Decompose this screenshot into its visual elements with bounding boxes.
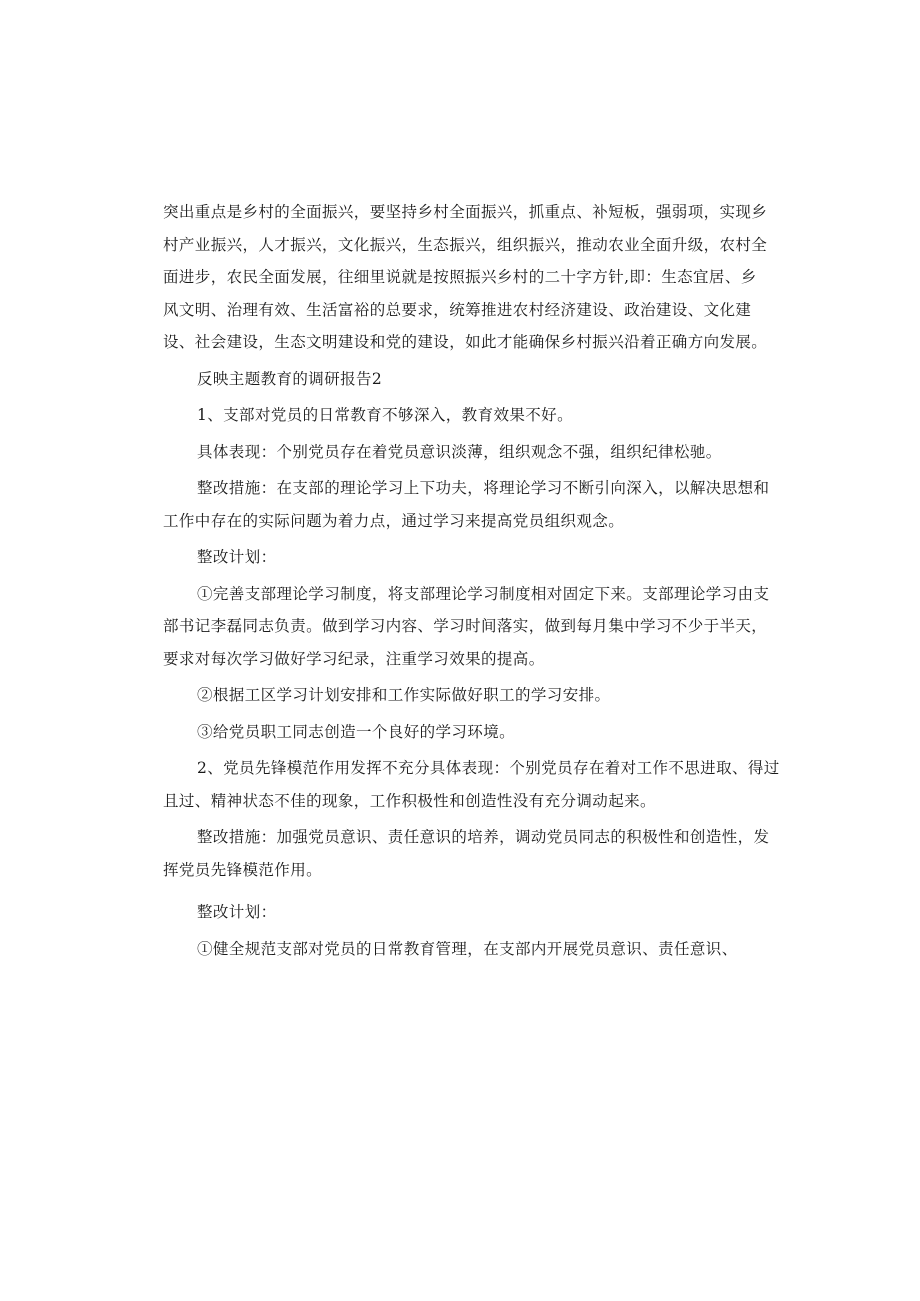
issue-2-measures (163, 821, 770, 886)
plan-item-2 (163, 679, 759, 712)
text-line: 工作中存在的实际问题为着力点，通过学习来提高党员组织观念。 (163, 511, 625, 530)
text-line: 面进步，农民全面发展，往细里说就是按照振兴乡村的二十字方针,即：生态宜居、乡 (163, 268, 757, 286)
text-line: ①完善支部理论学习制度，将支部理论学习制度相对固定下来。支部理论学习由支 (197, 584, 770, 603)
document-body (163, 196, 780, 965)
text-line: ①健全规范支部对党员的日常教育管理，在支部内开展党员意识、责任意识、 (197, 939, 738, 958)
text-line: 整改计划： (197, 548, 277, 566)
text-line: 要求对每次学习做好学习纪录，注重学习效果的提高。 (163, 649, 545, 668)
text-line: 风文明、治理有效、生活富裕的总要求，统筹推进农村经济建设、政治建设、文化建 (163, 300, 752, 319)
text-line: ③给党员职工同志创造一个良好的学习环境。 (197, 722, 516, 741)
text-line: 整改措施：加强党员意识、责任意识的培养，调动党员同志的积极性和创造性，发 (197, 828, 770, 846)
text-line: 反映主题教育的调研报告2 (197, 369, 383, 388)
text-line: 挥党员先锋模范作用。 (163, 860, 323, 879)
text-line: 突出重点是乡村的全面振兴，要坚持乡村全面振兴，抓重点、补短板，强弱项，实现乡 (163, 203, 768, 221)
issue-1-manifestation (163, 436, 759, 469)
issue-2-plan-item-1 (163, 933, 759, 966)
text-line: 1、支部对党员的日常教育不够深入，教育效果不好。 (197, 406, 573, 424)
plan-item-1 (163, 578, 770, 676)
issue-2-plan-heading (163, 896, 759, 929)
report-title (163, 363, 759, 396)
text-line: 部书记李磊同志负责。做到学习内容、学习时间落实，做到每月集中学习不少于半天， (163, 617, 768, 635)
paragraph-rural-revitalization (163, 196, 768, 359)
issue-2-heading (163, 752, 780, 817)
plan-item-3 (163, 716, 759, 749)
text-line: 村产业振兴，人才振兴，文化振兴，生态振兴，组织振兴，推动农业全面升级，农村全 (163, 235, 768, 254)
text-line: ②根据工区学习计划安排和工作实际做好职工的学习安排。 (197, 686, 611, 704)
text-line: 设、社会建设，生态文明建设和党的建设，如此才能确保乡村振兴沿着正确方向发展。 (163, 333, 768, 351)
text-line: 具体表现：个别党员存在着党员意识淡薄，组织观念不强，组织纪律松驰。 (197, 442, 722, 461)
text-line: 整改措施：在支部的理论学习上下功夫，将理论学习不断引向深入，以解决思想和 (197, 479, 770, 497)
text-line: 2、党员先锋模范作用发挥不充分具体表现：个别党员存在着对工作不思进取、得过 (197, 759, 780, 777)
issue-1-heading (163, 399, 759, 432)
text-line: 整改计划： (197, 903, 277, 921)
issue-1-measures (163, 472, 770, 537)
text-line: 且过、精神状态不佳的现象，工作积极性和创造性没有充分调动起来。 (163, 791, 656, 810)
issue-1-plan-heading (163, 541, 759, 574)
